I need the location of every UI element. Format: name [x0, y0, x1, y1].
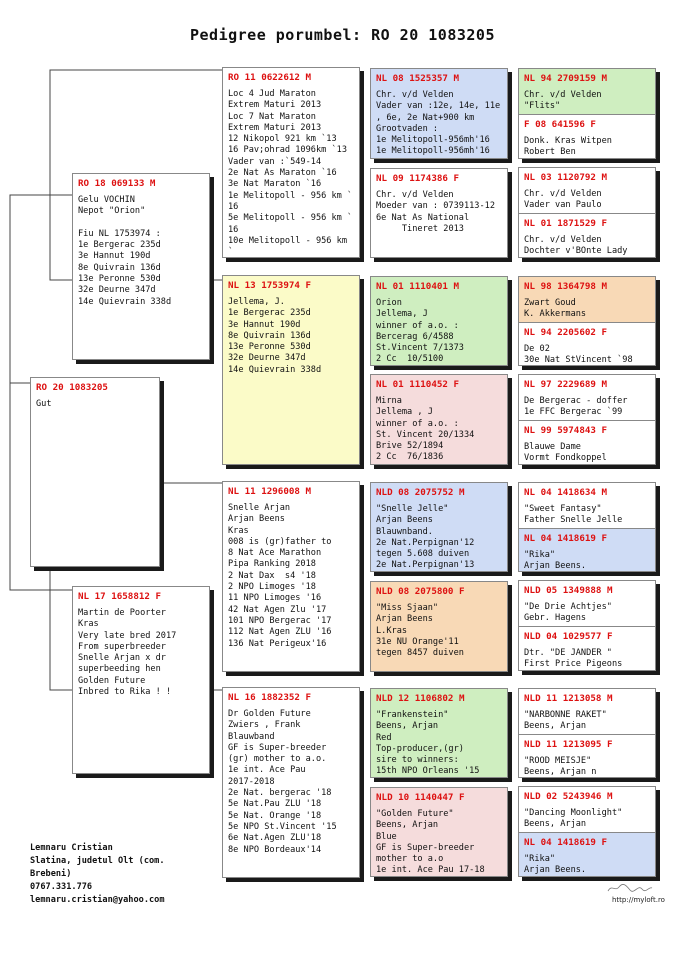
- g3-notes-1: Chr. v/d Velden Vader van :12e, 14e, 11e , 6e, 2e Nat+900 km Grootvaden : 1e Melitopoll-956mh'16 1e Melitopoll-956mh'16: [376, 90, 501, 157]
- g4-notes-13: "NARBONNE RAKET" Beens, Arjan: [524, 710, 607, 732]
- dam-dam-ring: NL 16 1882352 F: [228, 692, 311, 703]
- g3-card-7: [370, 688, 508, 778]
- g4-ring-9: NL 04 1418634 M: [524, 487, 607, 498]
- g4-ring-2: F 08 641596 F: [524, 119, 596, 130]
- g3-ring-7: NLD 12 1106802 M: [376, 693, 465, 704]
- contact-email[interactable]: lemnaru.cristian@yahoo.com: [30, 895, 165, 905]
- dam-sire-card: [222, 481, 360, 672]
- g4-ring-8: NL 99 5974843 F: [524, 425, 607, 436]
- contact-phone: 0767.331.776: [30, 882, 93, 892]
- g3-card-8: [370, 787, 508, 877]
- dam-card: [72, 586, 210, 774]
- g3-card-1: [370, 68, 508, 159]
- g4-notes-6: De 02 30e Nat StVincent `98: [524, 344, 633, 365]
- g3-ring-5: NLD 08 2075752 M: [376, 487, 465, 498]
- sire-dam-card: [222, 275, 360, 465]
- dam-dam-card: [222, 687, 360, 878]
- footer-url[interactable]: http://myloft.ro: [612, 896, 665, 904]
- g4-notes-4: Chr. v/d Velden Dochter v'BOnte Lady: [524, 235, 628, 257]
- g4-ring-1: NL 94 2709159 M: [524, 73, 607, 84]
- g3-notes-6: "Miss Sjaan" Arjan Beens L.Kras 31e NU Orange'11 tegen 8457 duiven: [376, 603, 464, 659]
- g3-ring-3: NL 01 1110401 M: [376, 281, 459, 292]
- subject-ring: RO 20 1083205: [36, 382, 108, 393]
- g4-ring-13: NLD 11 1213058 M: [524, 693, 613, 704]
- g4-ring-15: NLD 02 5243946 M: [524, 791, 613, 802]
- g4-notes-5: Zwart Goud K. Akkermans: [524, 298, 587, 320]
- g3-notes-2: Chr. v/d Velden Moeder van : 0739113-12 6e Nat As National Tineret 2013: [376, 190, 495, 234]
- dam-dam-notes: Dr Golden Future Zwiers , Frank Blauwband GF is Super-breeder (gr) mother to a.o. 1e int. Ace Pau 2017-2018 2e Nat. bergerac '18 5e Nat.Pau ZLU '18 5e Nat. Orange '18 5e NPO St.Vincent '15 6e Nat.Agen ZLU'18 8e NPO Bordeaux'14: [228, 709, 337, 855]
- dam-sire-notes: Snelle Arjan Arjan Beens Kras 008 is (gr)father to 8 Nat Ace Marathon Pipa Ranking 2018 2 Nat Dax s4 '18 2 NPO Limoges '18 11 NPO Limoges '16 42 Nat Agen Zlu '17 101 NPO Bergerac '17 112 Nat Agen ZLU '16 136 Nat Perigeux'16: [228, 503, 332, 649]
- g4-ring-6: NL 94 2205602 F: [524, 327, 607, 338]
- g4-notes-3: Chr. v/d Velden Vader van Paulo: [524, 189, 602, 211]
- g4-pair-1: [518, 68, 656, 159]
- g3-card-2: [370, 168, 508, 258]
- g3-ring-4: NL 01 1110452 F: [376, 379, 459, 390]
- g4-notes-1: Chr. v/d Velden "Flits": [524, 90, 602, 112]
- g4-ring-10: NL 04 1418619 F: [524, 533, 607, 544]
- breeder-contact: [30, 842, 165, 907]
- contact-address: Slatina, judetul Olt (com.: [30, 856, 165, 866]
- g3-notes-4: Mirna Jellema , J winner of a.o. : St. Vincent 20/1334 Brive 52/1894 2 Cc 76/1836: [376, 396, 475, 463]
- g4-pair-2: [518, 167, 656, 258]
- sire-sire-notes: Loc 4 Jud Maraton Extrem Maturi 2013 Loc 7 Nat Maraton Extrem Maturi 2013 12 Nikopol 921 km `13 16 Pav;ohrad 1096km `13 Vader van :`549-14 2e Nat As Maraton `16 3e Nat Maraton `16 1e Melitopoll - 956 km ` 16 5e Melitopoll - 956 km ` 16 10e Melitopoll - 956 km `: [228, 89, 353, 258]
- g4-ring-4: NL 01 1871529 F: [524, 218, 607, 229]
- g4-notes-10: "Rika" Arjan Beens.: [524, 550, 587, 571]
- g4-ring-16: NL 04 1418619 F: [524, 837, 607, 848]
- g4-notes-14: "ROOD MEISJE" Beens, Arjan n: [524, 756, 597, 777]
- g4-ring-3: NL 03 1120792 M: [524, 172, 607, 183]
- dam-sire-ring: NL 11 1296008 M: [228, 486, 311, 497]
- g4-notes-11: "De Drie Achtjes" Gebr. Hagens: [524, 602, 612, 624]
- g4-notes-15: "Dancing Moonlight" Beens, Arjan: [524, 808, 623, 830]
- dam-notes: Martin de Poorter Kras Very late bred 2017 From superbreeder Snelle Arjan x dr superbeeding hen Golden Future Inbred to Rika ! !: [78, 608, 177, 698]
- subject-pigeon-card: [30, 377, 160, 567]
- g4-notes-12: Dtr. "DE JANDER " First Price Pigeons: [524, 648, 623, 670]
- g4-notes-9: "Sweet Fantasy" Father Snelle Jelle: [524, 504, 623, 526]
- g4-ring-11: NLD 05 1349888 M: [524, 585, 613, 596]
- g4-pair-6: [518, 580, 656, 671]
- g4-ring-7: NL 97 2229689 M: [524, 379, 607, 390]
- sire-sire-card: [222, 67, 360, 258]
- g4-pair-8: [518, 786, 656, 877]
- g3-ring-2: NL 09 1174386 F: [376, 173, 459, 184]
- contact-address-2: Brebeni): [30, 869, 72, 879]
- g4-notes-2: Donk. Kras Witpen Robert Ben: [524, 136, 612, 158]
- g3-ring-8: NLD 10 1140447 F: [376, 792, 465, 803]
- sire-notes: Gelu VOCHIN Nepot "Orion" Fiu NL 1753974 : 1e Bergerac 235d 3e Hannut 190d 8e Quivrain 136d 13e Peronne 530d 32e Deurne 347d 14e Quievrain 338d: [78, 195, 172, 307]
- g3-ring-1: NL 08 1525357 M: [376, 73, 459, 84]
- g4-notes-7: De Bergerac - doffer 1e FFC Bergerac `99: [524, 396, 628, 418]
- g4-pair-3: [518, 276, 656, 366]
- g4-ring-12: NLD 04 1029577 F: [524, 631, 613, 642]
- g3-card-5: [370, 482, 508, 572]
- g4-ring-14: NLD 11 1213095 F: [524, 739, 613, 750]
- g3-card-6: [370, 581, 508, 672]
- sire-dam-notes: Jellema, J. 1e Bergerac 235d 3e Hannut 190d 8e Quivrain 136d 13e Peronne 530d 32e Deurne 347d 14e Quievrain 338d: [228, 297, 322, 375]
- sire-ring: RO 18 069133 M: [78, 178, 156, 189]
- g3-notes-8: "Golden Future" Beens, Arjan Blue GF is Super-breeder mother to a.o 1e int. Ace Pau 17-18: [376, 809, 485, 876]
- g3-notes-5: "Snelle Jelle" Arjan Beens Blauwnband. 2e Nat.Perpignan'12 tegen 5.608 duiven 2e Nat.Perpignan'13: [376, 504, 475, 571]
- g4-pair-7: [518, 688, 656, 778]
- g3-ring-6: NLD 08 2075800 F: [376, 586, 465, 597]
- dam-ring: NL 17 1658812 F: [78, 591, 161, 602]
- g3-card-3: [370, 276, 508, 366]
- g3-notes-7: "Frankenstein" Beens, Arjan Red Top-producer,(gr) sire to winners: 15th NPO Orleans '15: [376, 710, 480, 777]
- contact-name: Lemnaru Cristian: [30, 843, 113, 853]
- g4-pair-5: [518, 482, 656, 572]
- signature-logo: [606, 882, 654, 894]
- page-title: Pedigree porumbel: RO 20 1083205: [190, 26, 495, 44]
- subject-notes: Gut: [36, 399, 52, 409]
- g4-pair-4: [518, 374, 656, 465]
- g3-notes-3: Orion Jellema, J winner of a.o. : Bercerag 6/4588 St.Vincent 7/1373 2 Cc 10/5100: [376, 298, 464, 365]
- g3-card-4: [370, 374, 508, 465]
- sire-dam-ring: NL 13 1753974 F: [228, 280, 311, 291]
- g4-notes-8: Blauwe Dame Vormt Fondkoppel: [524, 442, 607, 464]
- g4-ring-5: NL 98 1364798 M: [524, 281, 607, 292]
- sire-card: [72, 173, 210, 360]
- g4-notes-16: "Rika" Arjan Beens.: [524, 854, 587, 876]
- sire-sire-ring: RO 11 0622612 M: [228, 72, 311, 83]
